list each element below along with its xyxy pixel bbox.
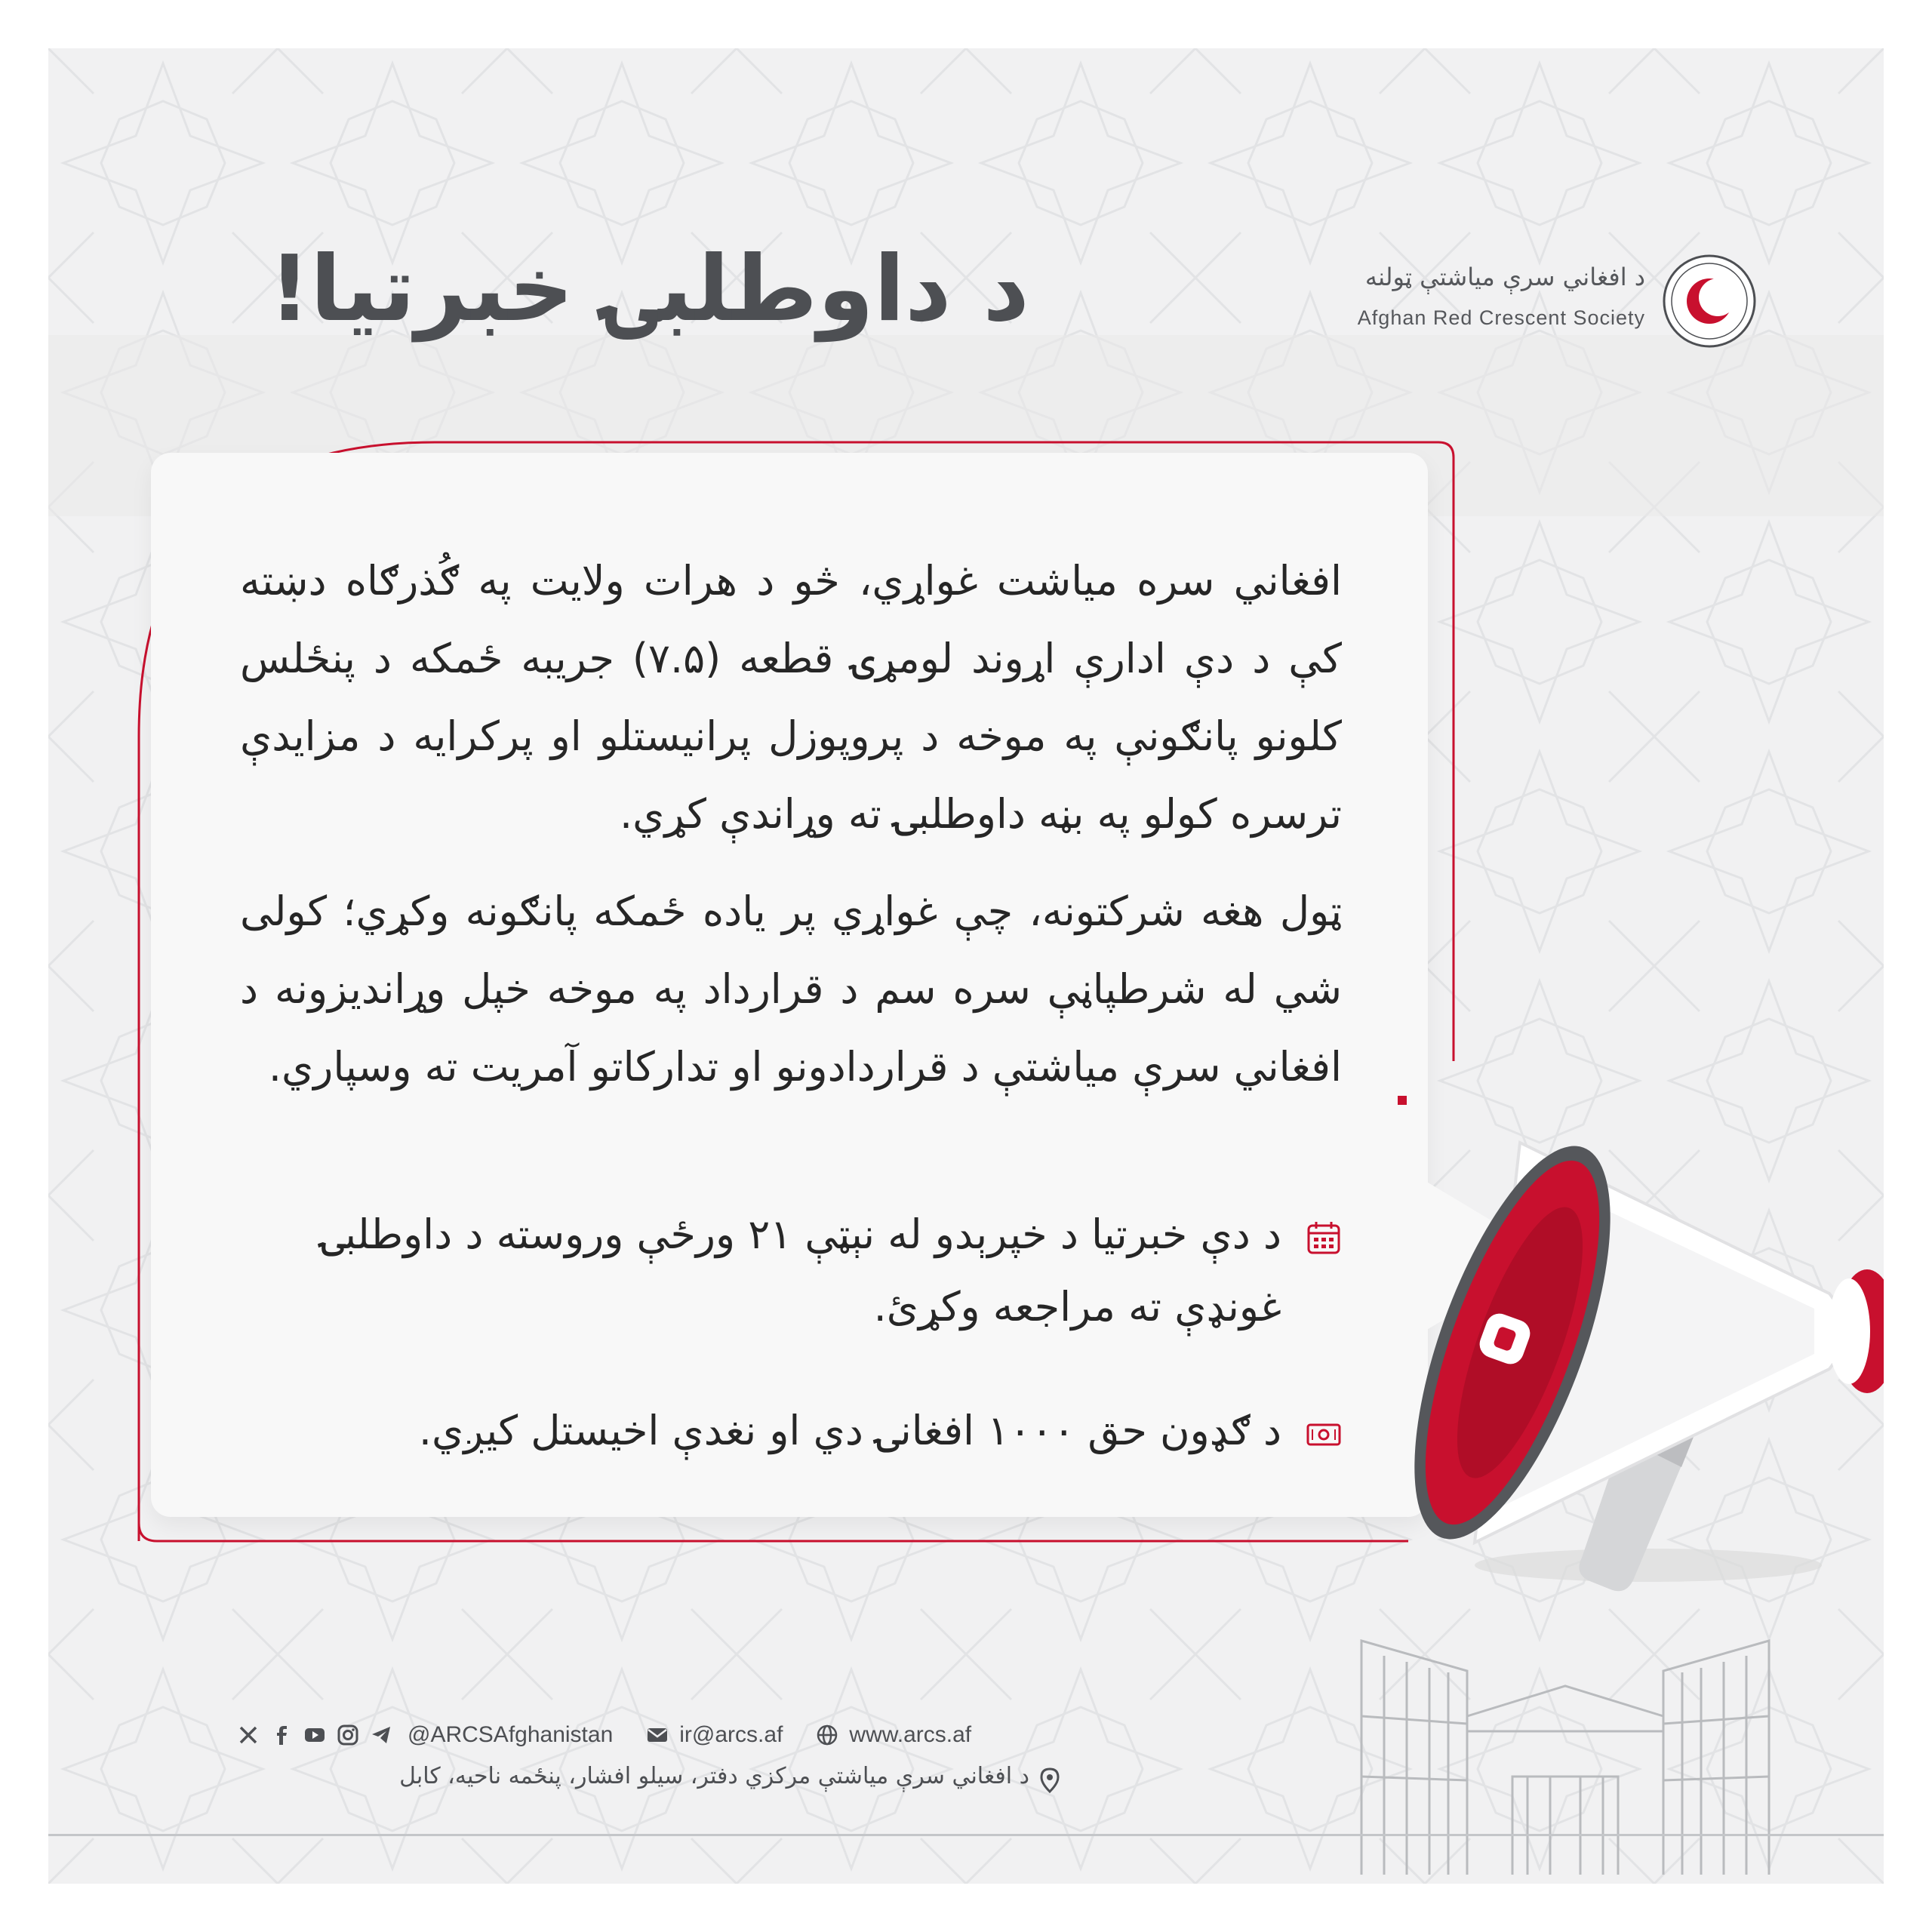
headquarters-building-illustration — [1331, 1626, 1799, 1882]
x-icon[interactable] — [237, 1724, 260, 1746]
website-link[interactable]: www.arcs.af — [849, 1722, 972, 1747]
megaphone-icon — [1407, 1082, 1884, 1611]
facebook-icon[interactable] — [270, 1724, 293, 1746]
instagram-icon[interactable] — [337, 1724, 359, 1746]
poster-canvas — [48, 48, 1884, 1884]
bullet-item-date — [240, 1198, 1342, 1343]
footer-contact-row — [237, 1716, 1029, 1754]
footer-divider — [48, 1834, 1884, 1836]
organization-name-pashto: د افغاني سرې میاشتې ټولنه — [1364, 263, 1645, 291]
money-icon — [1306, 1416, 1342, 1452]
address-text: د افغاني سرې میاشتې مرکزي دفتر، سیلو افشار، پنځمه ناحیه، کابل — [399, 1763, 1029, 1789]
page-title: د داوطلبۍ خبرتیا! — [269, 237, 1029, 342]
bullet-item-fee — [240, 1395, 1342, 1467]
announcement-paragraph-2: ټول هغه شرکتونه، چې غواړي پر یاده ځمکه پانګونه وکړي؛ کولی شي له شرطپاڼې سره سم د قرارداد په موخه خپل وړاندیزونه د افغاني سرې میاشتې د قراردادونو او تدارکاتو آمریت ته وسپاري. — [240, 888, 1342, 1091]
bullet-text: د دې خبرتیا د خپرېدو له نېټې ۲۱ ورځې وروسته د داوطلبۍ غونډې ته مراجعه وکړئ. — [321, 1211, 1281, 1331]
location-pin-icon — [1040, 1767, 1060, 1793]
announcement-paragraph-1: افغاني سره میاشت غواړي، څو د هرات ولایت په ګُذرګاه دښته کې د دې ادارې اړوند لومړۍ قطعه (۷.۵) جریبه ځمکه د پنځلس کلونو پانګونې په موخه د پروپوزل پرانیستلو او پرکرایه د مزایدې ترسره کولو په بڼه داوطلبۍ ته وړاندې کړي. — [240, 557, 1342, 838]
organization-brand — [1275, 252, 1758, 358]
globe-icon — [816, 1724, 838, 1746]
telegram-icon[interactable] — [370, 1724, 392, 1746]
red-crescent-logo-icon — [1660, 252, 1758, 350]
email-icon — [646, 1724, 669, 1746]
calendar-icon — [1306, 1220, 1342, 1256]
bullet-text: د ګډون حق ۱۰۰۰ افغانۍ دي او نغدې اخیستل کیږي. — [418, 1407, 1281, 1454]
decorative-dot — [1398, 1096, 1407, 1105]
footer-address — [275, 1763, 1029, 1801]
social-handle[interactable]: @ARCSAfghanistan — [408, 1722, 614, 1747]
organization-name-english: Afghan Red Crescent Society — [1357, 306, 1645, 329]
youtube-icon[interactable] — [303, 1724, 326, 1746]
email-link[interactable]: ir@arcs.af — [679, 1722, 783, 1747]
